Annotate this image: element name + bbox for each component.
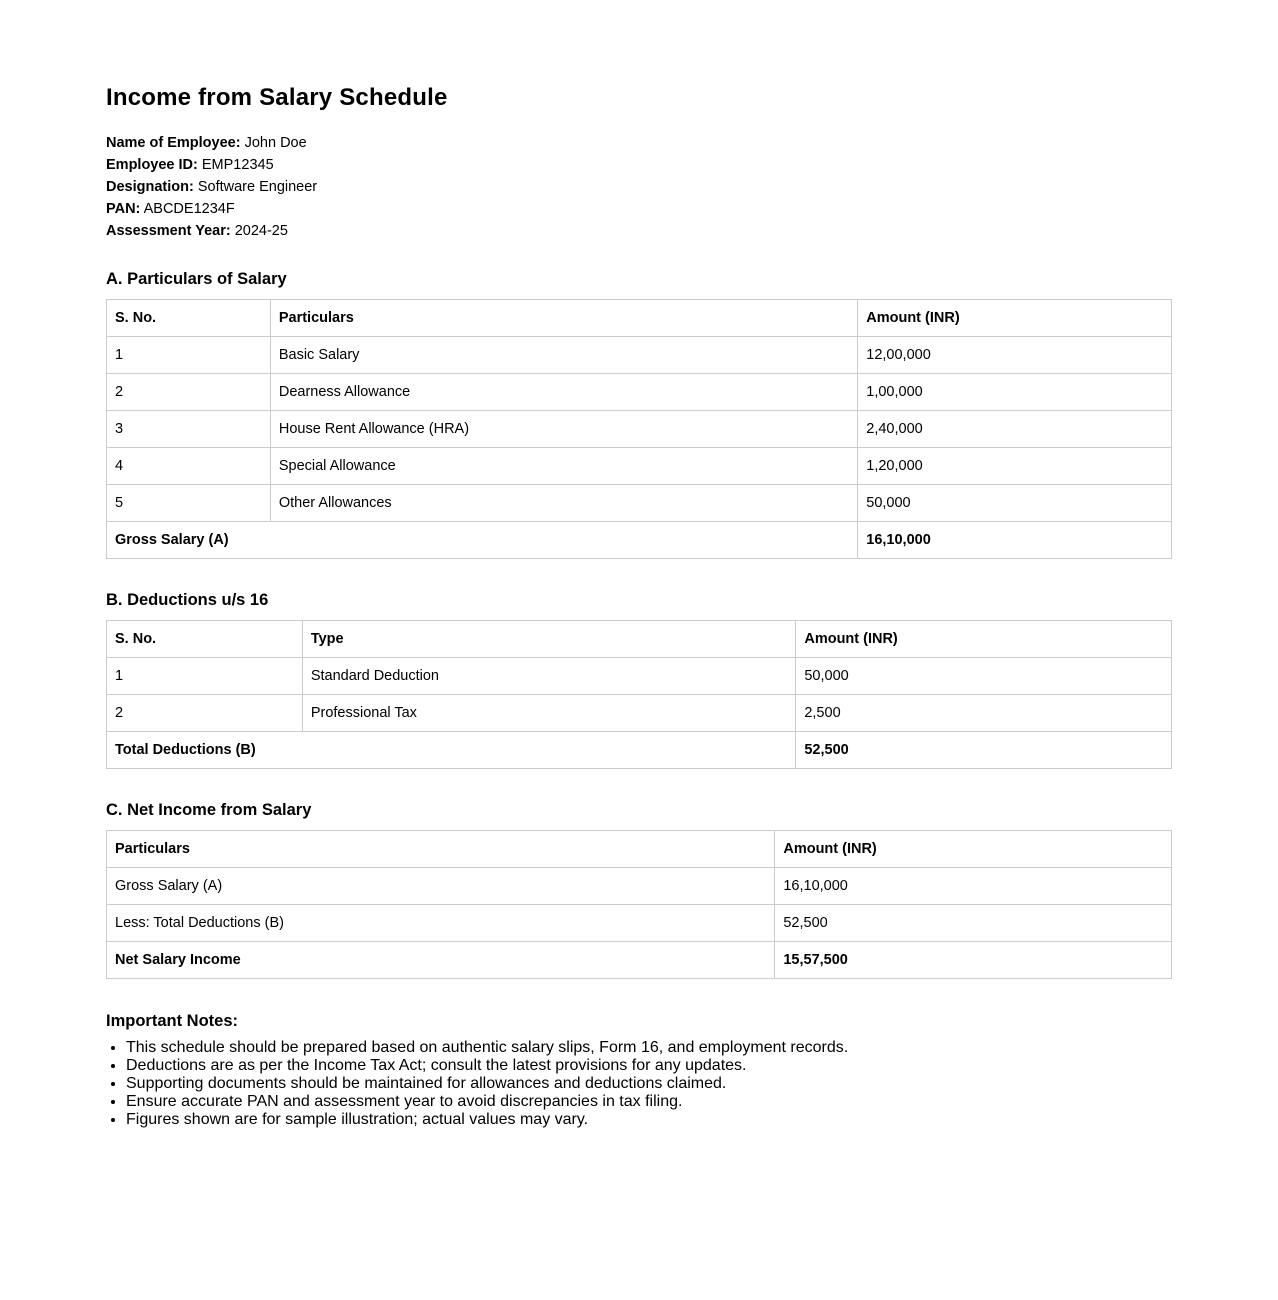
amount-cell: 2,500: [796, 695, 1172, 732]
employee-name-line: [106, 132, 1172, 154]
particulars-cell: Basic Salary: [270, 337, 857, 374]
total-deductions-row: [107, 732, 1172, 769]
gross-salary-value: 16,10,000: [858, 522, 1172, 559]
note-item: • Ensure accurate PAN and assessment year to avoid discrepancies in tax filing.: [126, 1093, 1172, 1111]
pan-label: PAN:: [106, 201, 141, 217]
table-row: [107, 695, 1172, 732]
table-row: [107, 448, 1172, 485]
assessment-year-line: [106, 220, 1172, 242]
serial-number-cell: 1: [107, 658, 303, 695]
serial-number-cell: 1: [107, 337, 271, 374]
note-item: • Figures shown are for sample illustration; actual values may vary.: [126, 1111, 1172, 1129]
employee-info: [106, 132, 1172, 242]
salary-particulars-table: [106, 299, 1172, 559]
note-item: • This schedule should be prepared based on authentic salary slips, Form 16, and employment records.: [126, 1039, 1172, 1057]
employee-id-label: Employee ID:: [106, 157, 198, 173]
pan-value: ABCDE1234F: [143, 201, 235, 217]
particulars-cell: House Rent Allowance (HRA): [270, 411, 857, 448]
page-title: Income from Salary Schedule: [106, 84, 448, 111]
serial-number-cell: 2: [107, 695, 303, 732]
designation-line: [106, 176, 1172, 198]
pan-line: [106, 198, 1172, 220]
column-header: Particulars: [270, 300, 857, 337]
employee-id-line: [106, 154, 1172, 176]
deductions-table: [106, 620, 1172, 769]
note-item: • Deductions are as per the Income Tax Act; consult the latest provisions for any updates.: [126, 1057, 1172, 1075]
amount-cell: 50,000: [858, 485, 1172, 522]
column-header: Amount (INR): [858, 300, 1172, 337]
table-row: [107, 337, 1172, 374]
net-salary-value: 15,57,500: [775, 942, 1172, 979]
gross-salary-row: [107, 522, 1172, 559]
table-header-row: [107, 300, 1172, 337]
amount-cell: 1,20,000: [858, 448, 1172, 485]
column-header: Type: [302, 621, 796, 658]
designation-value: Software Engineer: [197, 179, 318, 195]
table-header-row: [107, 621, 1172, 658]
amount-cell: 52,500: [775, 905, 1172, 942]
particulars-cell: Other Allowances: [270, 485, 857, 522]
section-c-heading: C. Net Income from Salary: [106, 801, 312, 819]
amount-cell: 12,00,000: [858, 337, 1172, 374]
particulars-cell: Special Allowance: [270, 448, 857, 485]
net-income-table: [106, 830, 1172, 979]
table-header-row: [107, 831, 1172, 868]
employee-name-label: Name of Employee:: [106, 135, 241, 151]
serial-number-cell: 3: [107, 411, 271, 448]
notes-title: Important Notes:: [106, 1012, 238, 1030]
amount-cell: 50,000: [796, 658, 1172, 695]
deduction-type-cell: Professional Tax: [302, 695, 796, 732]
section-b-heading: B. Deductions u/s 16: [106, 591, 269, 609]
employee-name-value: John Doe: [244, 135, 307, 151]
deduction-type-cell: Standard Deduction: [302, 658, 796, 695]
column-header: S. No.: [107, 621, 303, 658]
amount-cell: 2,40,000: [858, 411, 1172, 448]
particulars-cell: Dearness Allowance: [270, 374, 857, 411]
total-deductions-value: 52,500: [796, 732, 1172, 769]
table-row: [107, 658, 1172, 695]
particulars-cell: Gross Salary (A): [107, 868, 775, 905]
amount-cell: 16,10,000: [775, 868, 1172, 905]
particulars-cell: Less: Total Deductions (B): [107, 905, 775, 942]
net-salary-label: Net Salary Income: [107, 942, 775, 979]
table-row: [107, 485, 1172, 522]
employee-id-value: EMP12345: [201, 157, 274, 173]
table-row: [107, 905, 1172, 942]
gross-salary-label: Gross Salary (A): [107, 522, 858, 559]
serial-number-cell: 2: [107, 374, 271, 411]
assessment-year-value: 2024-25: [234, 223, 288, 239]
note-item: • Supporting documents should be maintained for allowances and deductions claimed.: [126, 1075, 1172, 1093]
total-deductions-label: Total Deductions (B): [107, 732, 796, 769]
column-header: S. No.: [107, 300, 271, 337]
table-row: [107, 374, 1172, 411]
designation-label: Designation:: [106, 179, 194, 195]
section-a-heading: A. Particulars of Salary: [106, 270, 287, 288]
serial-number-cell: 5: [107, 485, 271, 522]
notes-list: [106, 1039, 1172, 1129]
document: [106, 82, 1172, 1129]
column-header: Amount (INR): [775, 831, 1172, 868]
column-header: Particulars: [107, 831, 775, 868]
table-row: [107, 868, 1172, 905]
table-row: [107, 411, 1172, 448]
net-salary-row: [107, 942, 1172, 979]
amount-cell: 1,00,000: [858, 374, 1172, 411]
serial-number-cell: 4: [107, 448, 271, 485]
column-header: Amount (INR): [796, 621, 1172, 658]
assessment-year-label: Assessment Year:: [106, 223, 231, 239]
